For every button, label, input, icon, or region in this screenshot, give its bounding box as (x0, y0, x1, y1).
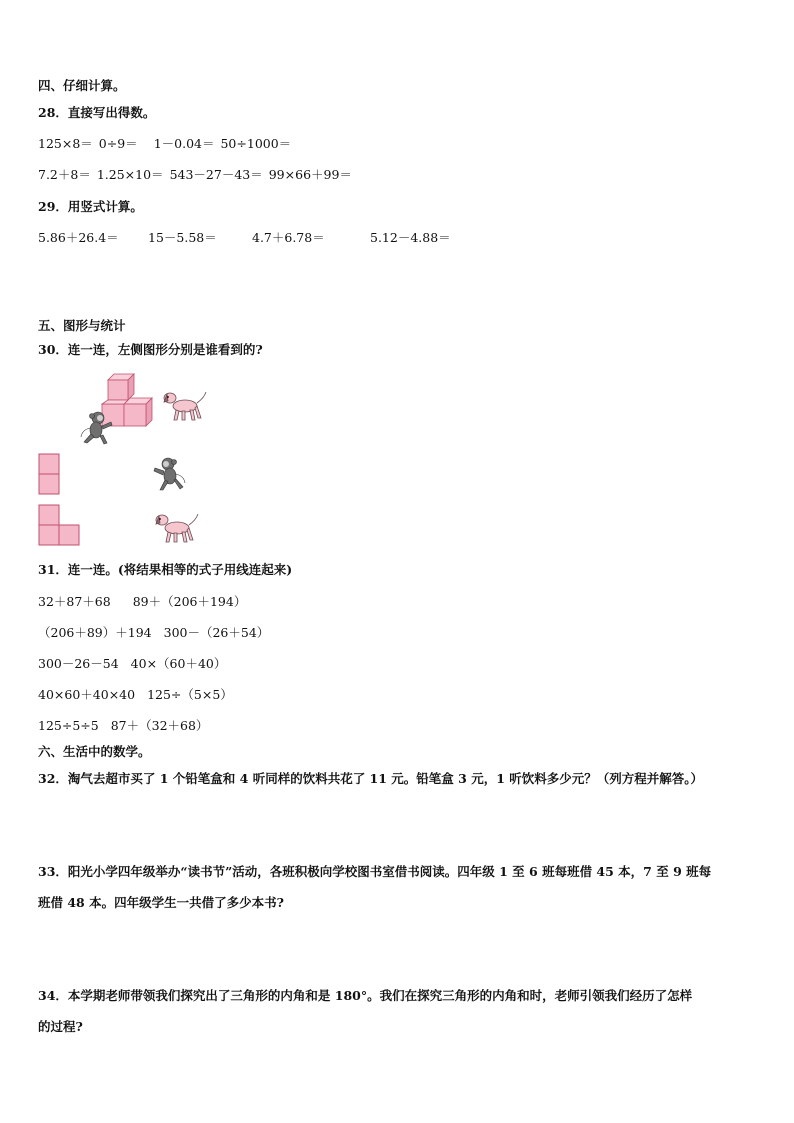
q31-right-expression: 87＋（32＋68） (110, 718, 209, 733)
section5-heading: 五、图形与统计 (38, 318, 126, 333)
section4-heading: 四、仔细计算。 (38, 78, 126, 93)
q31-left-expression: 40×60＋40×40 (38, 687, 136, 702)
q34-text-line2: 的过程? (38, 1019, 83, 1034)
monkey-icon (78, 410, 114, 446)
q30-prompt: 30．连一连，左侧图形分别是谁看到的? (38, 342, 263, 357)
dog-icon (152, 510, 200, 544)
q31-left-expression: （206＋89）＋194 (38, 625, 152, 640)
q28-item: 0÷9＝ (98, 136, 138, 151)
q31-right-expression: 89＋（206＋194） (132, 594, 247, 609)
q28-item: 1－0.04＝ (153, 136, 215, 151)
q28-row2 (38, 167, 352, 183)
q29-prompt: 29．用竖式计算。 (38, 199, 143, 214)
q28-item: 7.2＋8＝ (38, 167, 91, 182)
q31-pair-row (38, 718, 208, 734)
section6-heading: 六、生活中的数学。 (38, 744, 151, 759)
q31-left-expression: 300－26－54 (38, 656, 119, 671)
q31-pair-row (38, 594, 246, 610)
q33-text-line2: 班借 48 本。四年级学生一共借了多少本书? (38, 895, 284, 910)
q29-item: 5.12－4.88＝ (370, 230, 451, 245)
q28-row1 (38, 136, 291, 152)
q29-item: 5.86＋26.4＝ (38, 230, 119, 245)
q31-left-expression: 125÷5÷5 (38, 718, 99, 733)
dog-icon (160, 388, 208, 422)
q32-text: 32．淘气去超市买了 1 个铅笔盒和 4 听同样的饮料共花了 11 元。铅笔盒 3 元，1 听饮料多少元？（列方程并解答。） (38, 771, 703, 786)
q31-right-expression: 300－（26＋54） (163, 625, 270, 640)
q30-view-shape-1 (38, 453, 62, 497)
q34-text-line1: 34．本学期老师带领我们探究出了三角形的内角和是 180°。我们在探究三角形的内角和时，老师引领我们经历了怎样 (38, 988, 693, 1003)
q29-items (38, 230, 451, 246)
q29-item: 4.7＋6.78＝ (252, 230, 325, 245)
q31-right-expression: 40×（60＋40） (130, 656, 227, 671)
q31-right-expression: 125÷（5×5） (147, 687, 233, 702)
q28-item: 1.25×10＝ (96, 167, 164, 182)
q29-item: 15－5.58＝ (148, 230, 217, 245)
q30-view-shape-2 (38, 504, 84, 548)
q28-item: 50÷1000＝ (220, 136, 292, 151)
q28-item: 543－27－43＝ (169, 167, 263, 182)
q33-text-line1: 33．阳光小学四年级举办“读书节”活动，各班积极向学校图书室借书阅读。四年级 1 至 6 班每班借 45 本，7 至 9 班每 (38, 864, 712, 879)
monkey-icon (152, 456, 188, 492)
q31-pair-row (38, 656, 226, 672)
q31-prompt: 31．连一连。(将结果相等的式子用线连起来) (38, 562, 293, 577)
q31-pair-row (38, 687, 233, 703)
q28-prompt: 28．直接写出得数。 (38, 105, 156, 120)
q28-item: 99×66＋99＝ (268, 167, 352, 182)
q31-pair-row (38, 625, 269, 641)
q28-item: 125×8＝ (38, 136, 93, 151)
q31-left-expression: 32＋87＋68 (38, 594, 111, 609)
